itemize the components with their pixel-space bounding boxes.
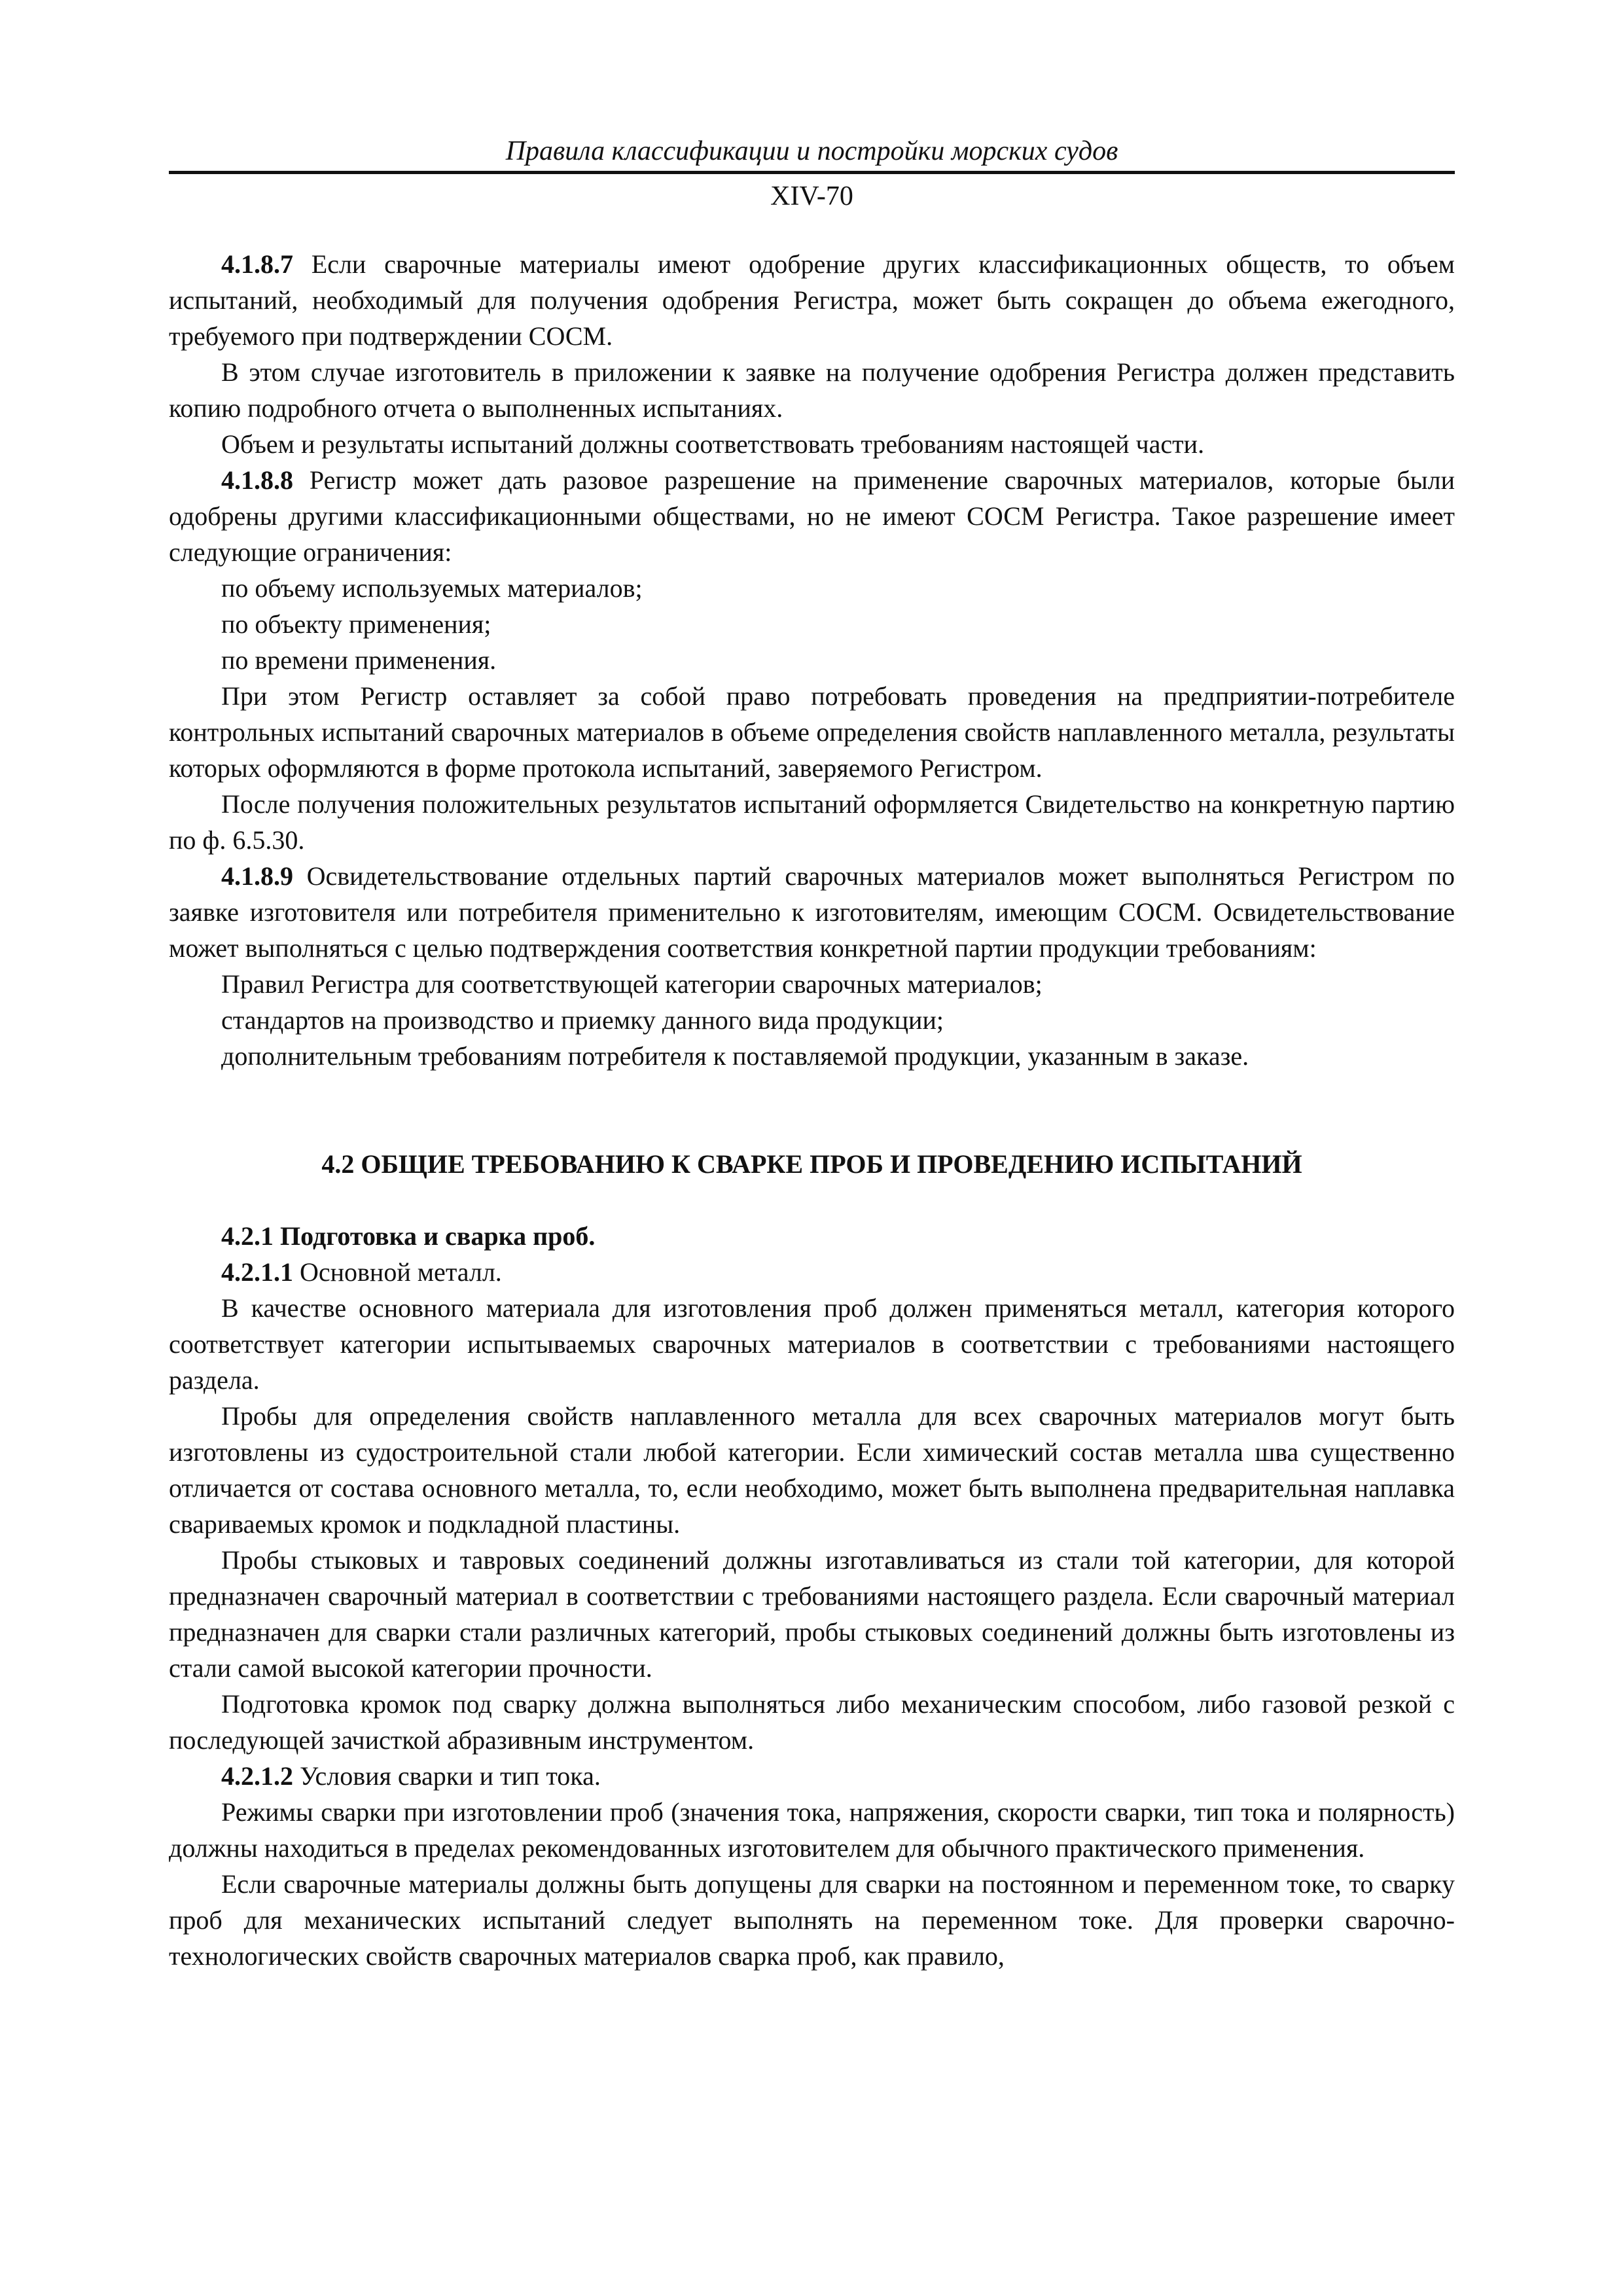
paragraph: Пробы стыковых и тавровых соединений должны изготавливаться из стали той категории, для которой предназначен сварочный материал в соответствии с требованиями настоящего раздела. Если сварочный материал предназначен для сварки стали различных категорий, пробы стыковых соединений должны быть изготовлены из стали самой высокой категории прочности. [169,1545,1455,1683]
paragraph-4-2-1-2 [169,1758,1455,1794]
list-item: стандартов на производство и приемку данного вида продукции; [221,1005,944,1035]
document-page [169,134,1455,1974]
paragraph: В качестве основного материала для изготовления проб должен применяться металл, категория которого соответствует категории испытываемых сварочных материалов в соответствии с требованиями настоящего раздела. [169,1293,1455,1395]
header-rule [169,171,1455,174]
paragraph-4-2-1-1 [169,1254,1455,1290]
clause-number: 4.1.8.7 [221,249,293,279]
list-item: по объекту применения; [221,609,491,639]
paragraph: Пробы для определения свойств наплавленного металла для всех сварочных материалов могут быть изготовлены из судостроительной стали любой категории. Если химический состав металла шва существенно отличается от состава основного металла, то, если необходимо, может быть выполнена предварительная наплавка свариваемых кромок и подкладной пластины. [169,1401,1455,1539]
paragraph: Объем и результаты испытаний должны соответствовать требованиям настоящей части. [221,429,1205,459]
clause-number: 4.1.8.9 [221,861,293,891]
list-item: дополнительным требованиям потребителя к поставляемой продукции, указанным в заказе. [221,1041,1249,1071]
paragraph-4-1-8-9 [169,858,1455,966]
running-title: Правила классификации и постройки морских судов [505,136,1118,166]
clause-number: 4.2.1.1 [221,1257,293,1287]
document-body [169,246,1455,1974]
paragraph: Подготовка кромок под сварку должна выполняться либо механическим способом, либо газовой резкой с последующей зачисткой абразивным инструментом. [169,1689,1455,1755]
list-item: по объему используемых материалов; [221,573,643,603]
paragraph-text: Освидетельствование отдельных партий сварочных материалов может выполняться Регистром по заявке изготовителя или потребителя применительно к изготовителям, имеющим СОСМ. Освидетельствование может выполняться с целью подтверждения соответствия конкретной партии продукции требованиям: [169,861,1455,963]
paragraph: При этом Регистр оставляет за собой право потребовать проведения на предприятии-потребителе контрольных испытаний сварочных материалов в объеме определения свойств наплавленного металла, результаты которых оформляются в форме протокола испытаний, заверяемого Регистром. [169,681,1455,783]
paragraph-text: Основной металл. [293,1257,502,1287]
paragraph-text: Условия сварки и тип тока. [293,1761,601,1791]
subsection-heading: 4.2.1 Подготовка и сварка проб. [221,1221,596,1251]
list-item: по времени применения. [221,645,497,675]
paragraph: Режимы сварки при изготовлении проб (значения тока, напряжения, скорости сварки, тип тока и полярность) должны находиться в пределах рекомендованных изготовителем для обычного практического применения. [169,1797,1455,1863]
paragraph-4-1-8-7 [169,246,1455,354]
paragraph: После получения положительных результатов испытаний оформляется Свидетельство на конкретную партию по ф. 6.5.30. [169,789,1455,855]
paragraph: Если сварочные материалы должны быть допущены для сварки на постоянном и переменном токе, то сварку проб для механических испытаний следует выполнять на переменном токе. Для проверки сварочно-технологических свойств сварочных материалов сварка проб, как правило, [169,1869,1455,1971]
paragraph-4-1-8-8 [169,462,1455,570]
section-heading: 4.2 ОБЩИЕ ТРЕБОВАНИЮ К СВАРКЕ ПРОБ И ПРОВЕДЕНИЮ ИСПЫТАНИЙ [321,1149,1302,1179]
clause-number: 4.2.1.2 [221,1761,293,1791]
paragraph-text: Если сварочные материалы имеют одобрение других классификационных обществ, то объем испытаний, необходимый для получения одобрения Регистра, может быть сокращен до объема ежегодного, требуемого при подтверждении СОСМ. [169,249,1455,351]
list-item: Правил Регистра для соответствующей категории сварочных материалов; [221,969,1043,999]
paragraph-text: Регистр может дать разовое разрешение на применение сварочных материалов, которые были одобрены другими классификационными обществами, но не имеют СОСМ Регистра. Такое разрешение имеет следующие ограничения: [169,465,1455,567]
paragraph: В этом случае изготовитель в приложении к заявке на получение одобрения Регистра должен представить копию подробного отчета о выполненных испытаниях. [169,357,1455,423]
page-number: XIV-70 [770,181,853,211]
clause-number: 4.1.8.8 [221,465,293,495]
